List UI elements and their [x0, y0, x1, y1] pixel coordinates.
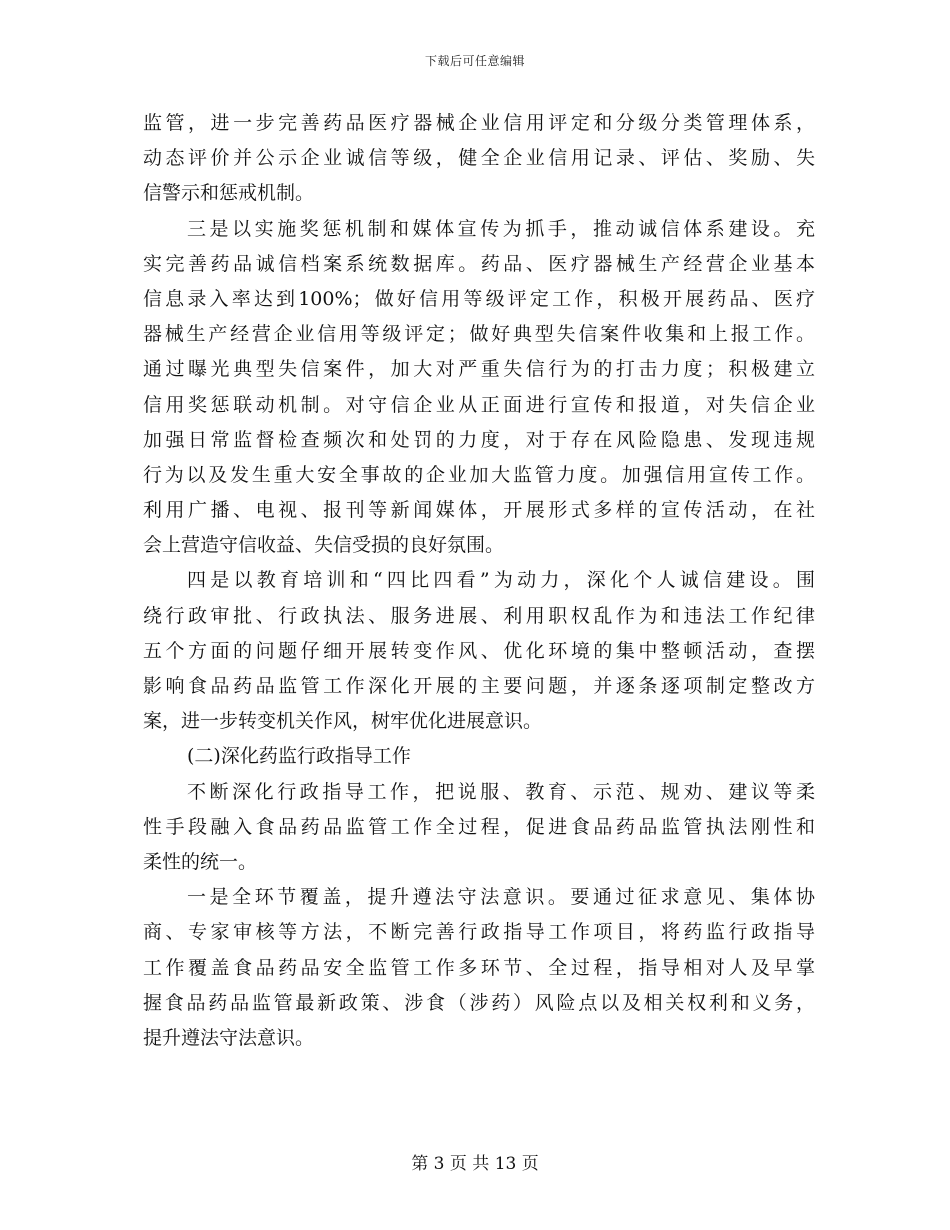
body-line: 加强日常监督检查频次和处罚的力度，对于存在风险隐患、发现违规	[143, 428, 815, 451]
body-line: 监管，进一步完善药品医疗器械企业信用评定和分级分类管理体系，	[143, 112, 815, 134]
body-line: 柔性的统一。	[143, 850, 258, 873]
body-line: 信息录入率达到100%；做好信用等级评定工作，积极开展药品、医疗	[143, 287, 815, 310]
document-body	[143, 106, 815, 1056]
page-number-footer: 第 3 页 共 13 页	[411, 1154, 539, 1174]
section-heading: (二)深化药监行政指导工作	[187, 745, 411, 768]
body-line: 实完善药品诚信档案系统数据库。药品、医疗器械生产经营企业基本	[143, 252, 815, 275]
body-line: 动态评价并公示企业诚信等级，健全企业信用记录、评估、奖励、失	[143, 147, 815, 170]
body-line: 握食品药品监管最新政策、涉食（涉药）风险点以及相关权利和义务，	[143, 991, 815, 1014]
body-line: 一是全环节覆盖，提升遵法守法意识。要通过征求意见、集体协	[187, 886, 815, 909]
body-line: 商、专家审核等方法，不断完善行政指导工作项目，将药监行政指导	[143, 921, 815, 944]
body-line: 不断深化行政指导工作，把说服、教育、示范、规劝、建议等柔	[187, 780, 815, 803]
body-line: 性手段融入食品药品监管工作全过程，促进食品药品监管执法刚性和	[143, 815, 815, 838]
body-line: 三是以实施奖惩机制和媒体宣传为抓手，推动诚信体系建设。充	[187, 217, 815, 240]
body-line: 会上营造守信收益、失信受损的良好氛围。	[143, 534, 505, 557]
body-line: 五个方面的问题仔细开展转变作风、优化环境的集中整顿活动，查摆	[143, 639, 815, 662]
body-line: 提升遵法守法意识。	[143, 1026, 315, 1049]
page-header: 下载后可任意编辑	[424, 54, 525, 68]
body-line: 器械生产经营企业信用等级评定；做好典型失信案件收集和上报工作。	[143, 323, 815, 346]
body-line: 绕行政审批、行政执法、服务进展、利用职权乱作为和违法工作纪律	[143, 604, 815, 627]
body-line: 利用广播、电视、报刊等新闻媒体，开展形式多样的宣传活动，在社	[143, 499, 815, 522]
body-line: 影响食品药品监管工作深化开展的主要问题，并逐条逐项制定整改方	[143, 675, 815, 697]
body-line: 工作覆盖食品药品安全监管工作多环节、全过程，指导相对人及早掌	[143, 956, 815, 979]
body-line: 案，进一步转变机关作风，树牢优化进展意识。	[143, 710, 543, 733]
body-line: 通过曝光典型失信案件，加大对严重失信行为的打击力度；积极建立	[143, 358, 815, 381]
body-line: 信警示和惩戒机制。	[143, 182, 315, 205]
body-line: 四是以教育培训和“四比四看”为动力，深化个人诚信建设。围	[187, 569, 815, 592]
body-line: 信用奖惩联动机制。对守信企业从正面进行宣传和报道，对失信企业	[143, 393, 815, 416]
body-line: 行为以及发生重大安全事故的企业加大监管力度。加强信用宣传工作。	[143, 463, 815, 486]
